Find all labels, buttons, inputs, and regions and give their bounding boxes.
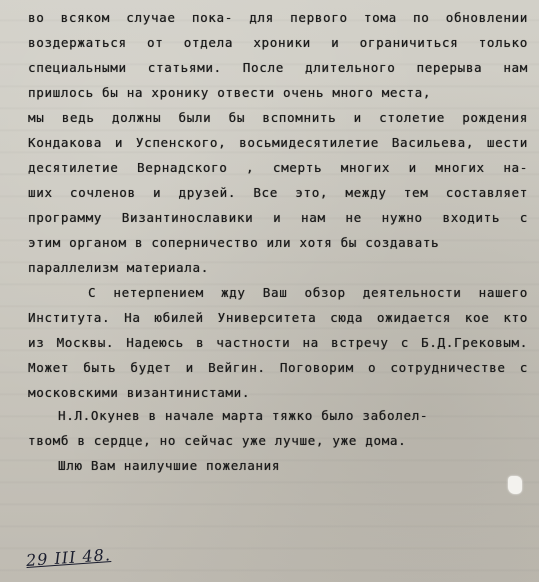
letter-line: Может быть будет и Вейгин. Поговорим о сотрудничестве с bbox=[28, 360, 528, 375]
letter-line: твомб в сердце, но сейчас уже лучше, уже дома. bbox=[28, 433, 407, 448]
letter-line: С нетерпением жду Ваш обзор деятельности нашего bbox=[88, 285, 528, 300]
letter-line: пришлось бы на хронику отвести очень много места, bbox=[28, 85, 432, 100]
handwritten-date: 29 III 48. bbox=[25, 545, 112, 570]
letter-line: Института. На юбилей Университета сюда ожидается кое кто bbox=[28, 310, 528, 325]
letter-line: мы ведь должны были бы вспомнить и столетие рождения bbox=[28, 110, 528, 125]
letter-line: московскими византинистами. bbox=[28, 385, 251, 400]
letter-line: Н.Л.Окунев в начале марта тяжко было заболел- bbox=[58, 408, 429, 423]
letter-line: этим органом в соперничество или хотя бы создавать bbox=[28, 235, 440, 250]
letter-line: параллелизм материала. bbox=[28, 260, 209, 275]
letter-line: из Москвы. Надеюсь в частности на встречу с Б.Д.Грековым. bbox=[28, 335, 528, 350]
letter-line: воздержаться от отдела хроники и ограничиться только bbox=[28, 35, 528, 50]
letter-line: во всяком случае пока- для первого тома по обновлении bbox=[28, 10, 528, 25]
letter-line: Кондакова и Успенского, восьмидесятилетие Васильева, шести bbox=[28, 135, 528, 150]
paper-blemish bbox=[508, 476, 522, 494]
letter-line: ших сочленов и друзей. Все это, между тем составляет bbox=[28, 185, 528, 200]
letter-line: специальными статьями. После длительного перерыва нам bbox=[28, 60, 528, 75]
letter-line: программу Византинославики и нам не нужно входить с bbox=[28, 210, 528, 225]
letter-line: десятилетие Вернадского , смерть многих и многих на- bbox=[28, 160, 528, 175]
letter-line: Шлю Вам наилучшие пожелания bbox=[58, 458, 281, 473]
